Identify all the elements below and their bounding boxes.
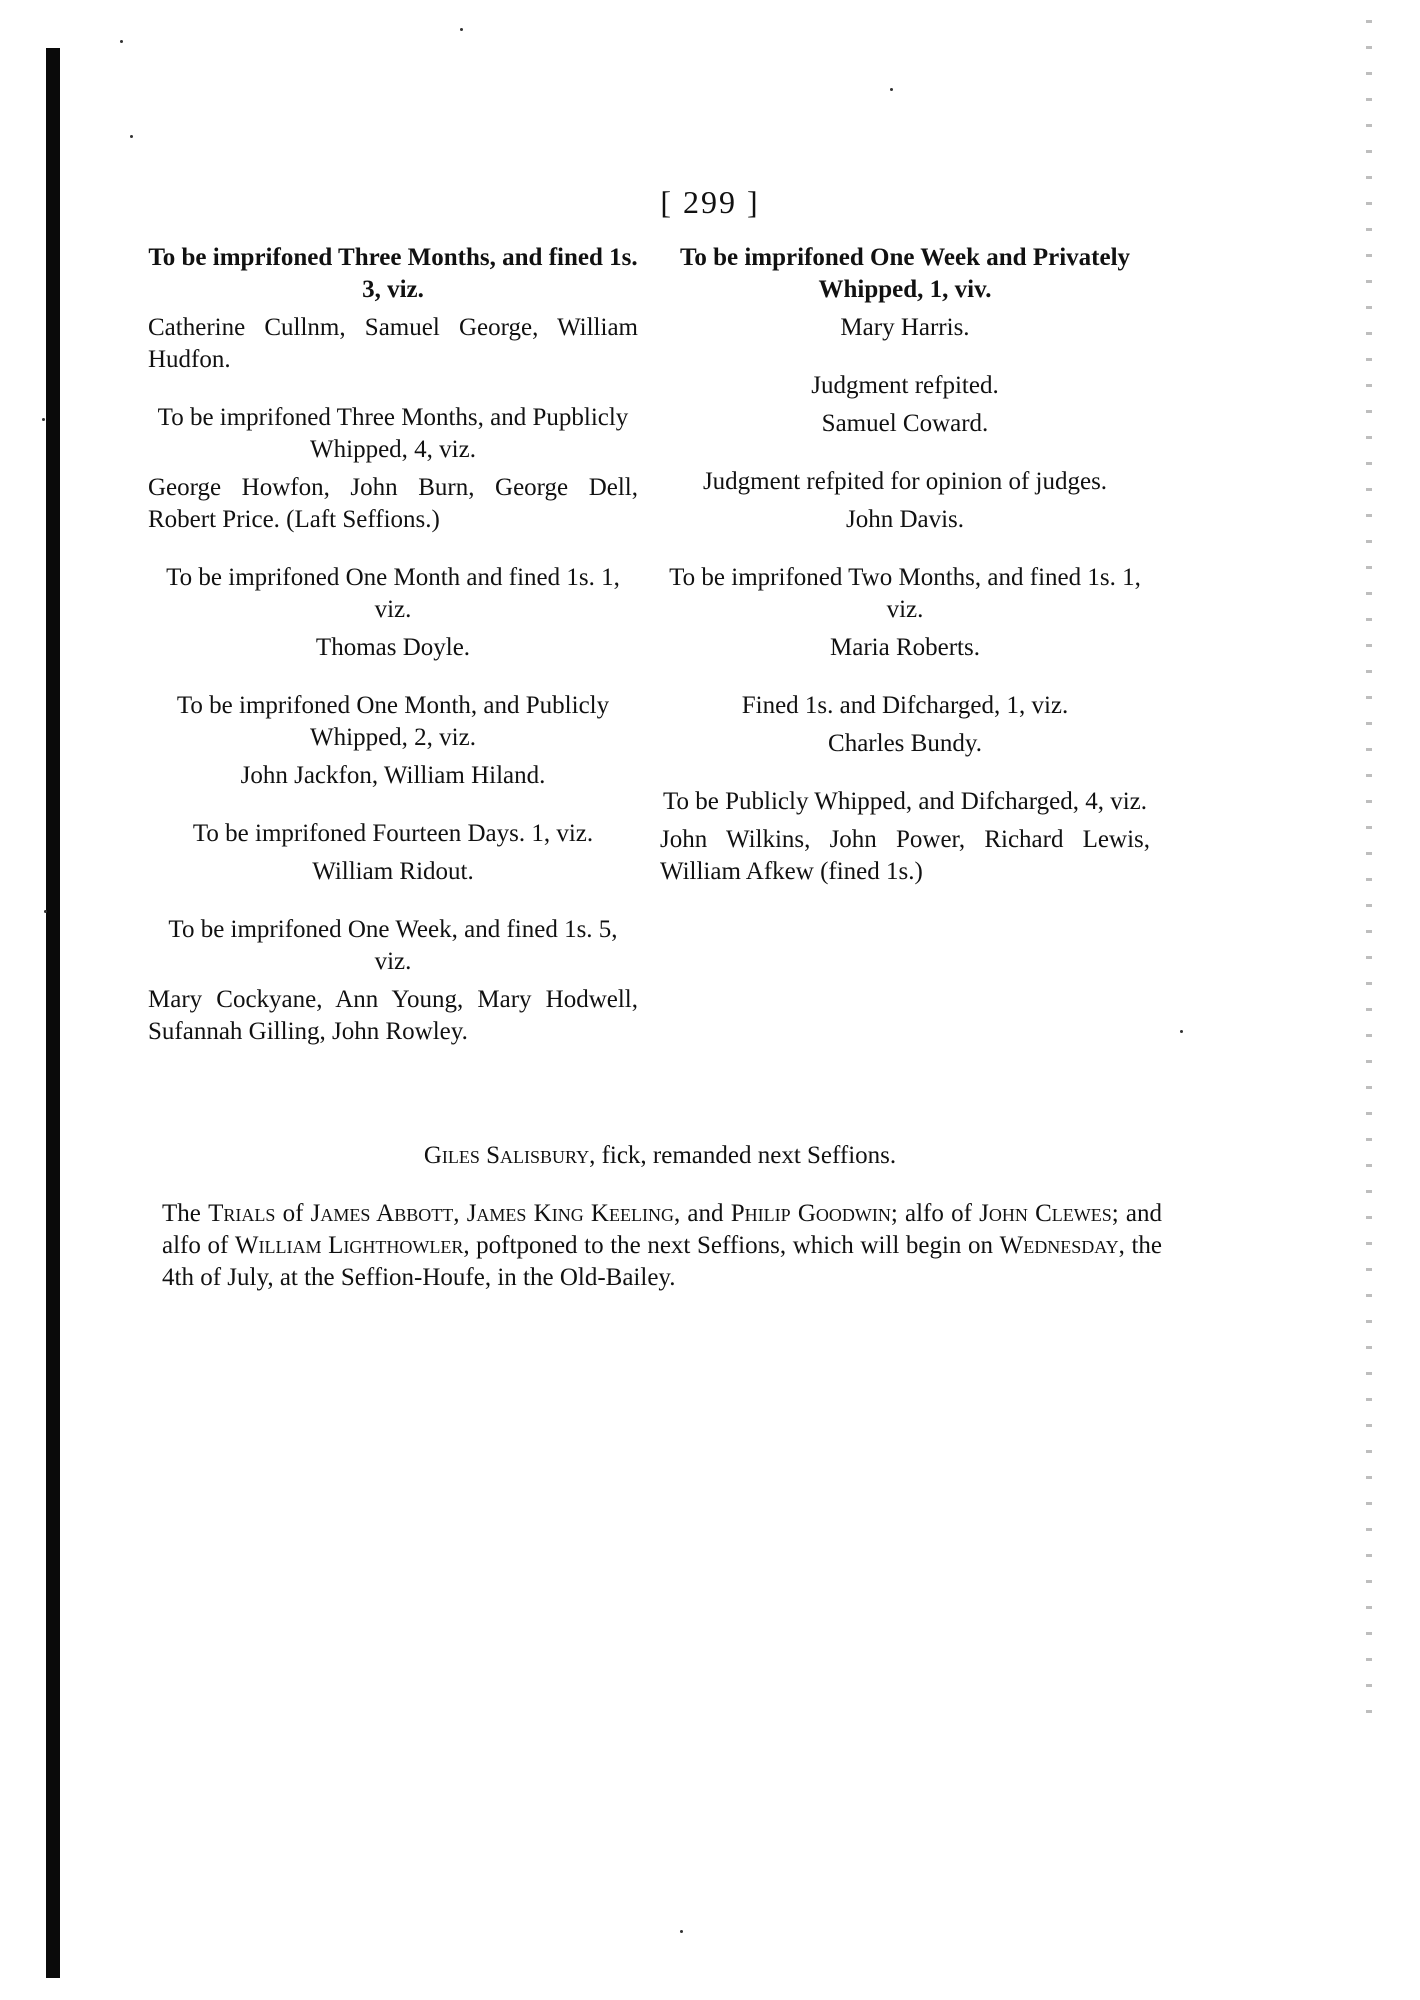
convict-names: William Ridout. (312, 858, 474, 885)
sentence-entry (660, 466, 1150, 536)
defendant-name: Philip Goodwin (730, 1200, 891, 1227)
trials-text: , poftponed to the next Seffions, which will begin on (463, 1232, 1000, 1259)
convict-names: Charles Bundy. (828, 730, 982, 757)
convict-names: Mary Harris. (840, 314, 970, 341)
sentence-heading: To be imprifoned One Week and Privately Whipped, 1, viv. (679, 244, 1131, 303)
defendant-name: James Abbott (310, 1200, 454, 1227)
sentence-entry (148, 562, 638, 664)
sentence-entry (148, 690, 638, 792)
trials-text: The (162, 1200, 209, 1227)
trials-text: , the 4th of July, at the Seffion-Houfe, in the Old-Bailey. (162, 1232, 1162, 1291)
convict-names: John Wilkins, John Power, Richard Lewis, William Afkew (fined 1s.) (660, 826, 1150, 885)
sentence-heading: Judgment refpited. (811, 372, 999, 399)
session-day: Wednesday (999, 1232, 1119, 1259)
scan-speck (120, 40, 123, 43)
sentence-entry (660, 690, 1150, 760)
sentence-heading: To be imprifoned One Week, and fined 1s. 5, viz. (168, 916, 618, 975)
trials-text: , and (673, 1200, 731, 1227)
sentence-heading: To be imprifoned One Month, and Publicly Whipped, 2, viz. (176, 692, 610, 751)
left-column (148, 242, 638, 1074)
convict-names: John Davis. (845, 506, 965, 533)
trials-text: of (275, 1200, 311, 1227)
defendant-name: William Lighthowler (234, 1232, 464, 1259)
sentence-heading: To be imprifoned Fourteen Days. 1, viz. (192, 820, 594, 847)
scan-speck (1180, 1030, 1183, 1033)
sentence-heading: To be imprifoned One Month and fined 1s. 1, viz. (166, 564, 620, 623)
scan-speck (680, 1930, 683, 1933)
scan-speck (890, 88, 893, 91)
trials-text: , (453, 1200, 467, 1227)
sentence-heading: Fined 1s. and Difcharged, 1, viz. (741, 692, 1069, 719)
sentence-entry (660, 242, 1150, 344)
sentence-entry (660, 786, 1150, 888)
scan-speck (44, 910, 47, 913)
sentence-heading: To be imprifoned Three Months, and fined 1s. 3, viz. (148, 244, 638, 303)
sentence-entry (148, 242, 638, 376)
convict-names: John Jackfon, William Hiland. (240, 762, 546, 789)
scan-speck (460, 28, 463, 31)
postponed-trials-paragraph (162, 1198, 1162, 1294)
sentence-heading: To be imprifoned Two Months, and fined 1s. 1, viz. (669, 564, 1141, 623)
sentence-heading: To be Publicly Whipped, and Difcharged, 4, viz. (662, 788, 1148, 815)
sentence-entry (660, 370, 1150, 440)
remanded-name: Giles Salisbury (423, 1142, 590, 1169)
convict-names: Mary Cockyane, Ann Young, Mary Hodwell, Sufannah Gilling, John Rowley. (148, 986, 638, 1045)
scan-edge-noise (1366, 20, 1372, 1720)
trials-text: ; alfo of (890, 1200, 980, 1227)
right-column (660, 242, 1150, 914)
scan-speck (130, 135, 133, 138)
sentence-entry (148, 914, 638, 1048)
convict-names: Thomas Doyle. (315, 634, 471, 661)
binding-edge (46, 48, 60, 1978)
scan-speck (42, 418, 45, 421)
convict-names: Maria Roberts. (830, 634, 980, 661)
sentence-heading: To be imprifoned Three Months, and Pupblicly Whipped, 4, viz. (157, 404, 629, 463)
convict-names: Samuel Coward. (821, 410, 989, 437)
sentence-heading: Judgment refpited for opinion of judges. (702, 468, 1108, 495)
trials-text: ; and alfo of (162, 1200, 1163, 1259)
trials-word: Trials (208, 1200, 276, 1227)
sentence-entry (148, 402, 638, 536)
page-number: [ 299 ] (660, 184, 760, 220)
defendant-name: John Clewes (979, 1200, 1112, 1227)
convict-names: Catherine Cullnm, Samuel George, William Hudfon. (148, 314, 638, 373)
defendant-name: James King Keeling (466, 1200, 674, 1227)
convict-names: George Howfon, John Burn, George Dell, Robert Price. (Laft Seffions.) (148, 474, 638, 533)
remand-notice (160, 1140, 1160, 1172)
sentence-entry (148, 818, 638, 888)
remand-text: , fick, remanded next Seffions. (589, 1142, 897, 1169)
sentence-entry (660, 562, 1150, 664)
